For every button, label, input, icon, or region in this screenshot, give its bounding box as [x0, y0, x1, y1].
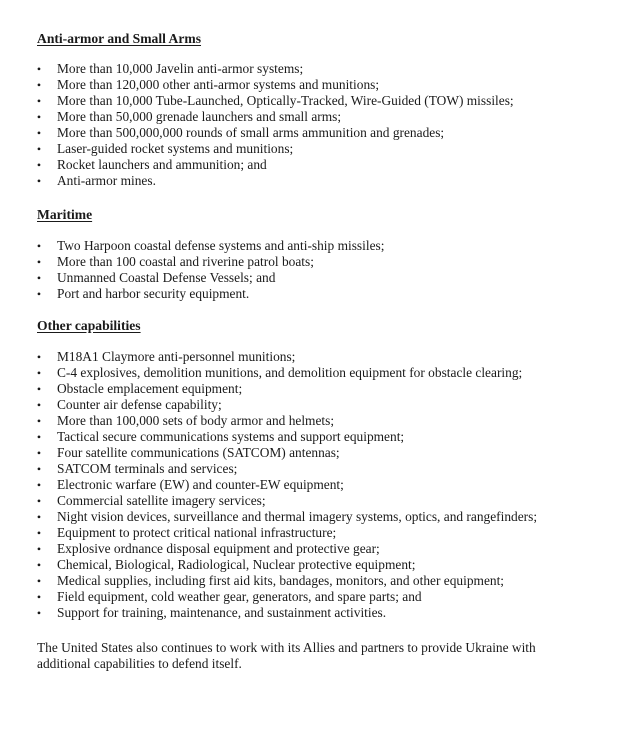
list-item-text: More than 500,000,000 rounds of small arms ammunition and grenades; — [57, 125, 445, 140]
bullet-icon: • — [36, 382, 42, 396]
list-item-text: More than 10,000 Tube-Launched, Optically-Tracked, Wire-Guided (TOW) missiles; — [57, 93, 514, 108]
list-item — [37, 365, 612, 381]
bullet-icon: • — [36, 126, 42, 140]
list-item-text: Chemical, Biological, Radiological, Nuclear protective equipment; — [57, 557, 416, 572]
section-anti-armor — [37, 31, 612, 189]
bullet-icon: • — [36, 94, 42, 108]
bullet-icon: • — [36, 494, 42, 508]
section-maritime — [37, 207, 612, 302]
bullet-icon: • — [36, 398, 42, 412]
bullet-icon: • — [36, 430, 42, 444]
list-item-text: Counter air defense capability; — [57, 397, 222, 412]
list-item-text: Electronic warfare (EW) and counter-EW equipment; — [57, 477, 344, 492]
bullet-icon: • — [36, 478, 42, 492]
list-item — [37, 445, 612, 461]
list-item-text: Medical supplies, including first aid kits, bandages, monitors, and other equipment; — [57, 573, 505, 588]
list-item — [37, 461, 612, 477]
closing-paragraph: The United States also continues to work with its Allies and partners to provide Ukraine with additional capabilities to defend itself. — [37, 640, 536, 671]
list-item — [37, 93, 612, 109]
bullet-icon: • — [36, 78, 42, 92]
list-item — [37, 493, 612, 509]
list-item — [37, 270, 612, 286]
list-item — [37, 141, 612, 157]
list-item-text: Commercial satellite imagery services; — [57, 493, 266, 508]
list-item-text: SATCOM terminals and services; — [57, 461, 238, 476]
bullet-icon: • — [36, 574, 42, 588]
list-item — [37, 397, 612, 413]
bullet-icon: • — [36, 158, 42, 172]
list-item-text: Four satellite communications (SATCOM) antennas; — [57, 445, 340, 460]
list-item-text: More than 100 coastal and riverine patrol boats; — [57, 254, 314, 269]
list-item-text: Two Harpoon coastal defense systems and anti-ship missiles; — [57, 238, 385, 253]
list-item-text: Port and harbor security equipment. — [57, 286, 250, 301]
list-item-text: Anti-armor mines. — [57, 173, 156, 188]
list-item — [37, 573, 612, 589]
list-item — [37, 349, 612, 365]
bullet-list-maritime — [37, 238, 612, 302]
list-item — [37, 173, 612, 189]
bullet-icon: • — [36, 174, 42, 188]
list-item — [37, 286, 612, 302]
list-item-text: Equipment to protect critical national infrastructure; — [57, 525, 337, 540]
list-item — [37, 589, 612, 605]
list-item-text: Laser-guided rocket systems and munitions; — [57, 141, 294, 156]
list-item-text: Explosive ordnance disposal equipment and protective gear; — [57, 541, 380, 556]
list-item-text: More than 50,000 grenade launchers and small arms; — [57, 109, 342, 124]
bullet-icon: • — [36, 255, 42, 269]
bullet-icon: • — [36, 526, 42, 540]
list-item — [37, 557, 612, 573]
list-item — [37, 413, 612, 429]
section-heading-maritime: Maritime — [37, 207, 93, 222]
list-item-text: Unmanned Coastal Defense Vessels; and — [57, 270, 276, 285]
bullet-icon: • — [36, 366, 42, 380]
bullet-icon: • — [36, 462, 42, 476]
list-item — [37, 509, 612, 525]
bullet-icon: • — [36, 558, 42, 572]
bullet-icon: • — [36, 239, 42, 253]
list-item-text: Tactical secure communications systems and support equipment; — [57, 429, 405, 444]
section-other-capabilities — [37, 318, 612, 621]
list-item — [37, 605, 612, 621]
list-item — [37, 61, 612, 77]
bullet-icon: • — [36, 446, 42, 460]
section-heading-other-capabilities: Other capabilities — [37, 318, 141, 333]
list-item-text: More than 100,000 sets of body armor and helmets; — [57, 413, 335, 428]
list-item-text: C-4 explosives, demolition munitions, and demolition equipment for obstacle clearing; — [57, 365, 523, 380]
list-item-text: More than 120,000 other anti-armor systems and munitions; — [57, 77, 380, 92]
bullet-icon: • — [36, 606, 42, 620]
bullet-icon: • — [36, 271, 42, 285]
list-item — [37, 381, 612, 397]
list-item — [37, 77, 612, 93]
list-item-text: Support for training, maintenance, and sustainment activities. — [57, 605, 387, 620]
list-item-text: Night vision devices, surveillance and thermal imagery systems, optics, and rangefinders; — [57, 509, 538, 524]
bullet-icon: • — [36, 142, 42, 156]
list-item — [37, 157, 612, 173]
list-item — [37, 525, 612, 541]
list-item — [37, 429, 612, 445]
bullet-icon: • — [36, 542, 42, 556]
section-heading-anti-armor: Anti-armor and Small Arms — [37, 31, 202, 46]
list-item — [37, 125, 612, 141]
list-item — [37, 477, 612, 493]
bullet-list-other-capabilities — [37, 349, 612, 621]
bullet-icon: • — [36, 350, 42, 364]
bullet-icon: • — [36, 62, 42, 76]
bullet-list-anti-armor — [37, 61, 612, 189]
bullet-icon: • — [36, 590, 42, 604]
bullet-icon: • — [36, 110, 42, 124]
bullet-icon: • — [36, 510, 42, 524]
bullet-icon: • — [36, 414, 42, 428]
list-item-text: Field equipment, cold weather gear, generators, and spare parts; and — [57, 589, 422, 604]
list-item-text: More than 10,000 Javelin anti-armor systems; — [57, 61, 304, 76]
list-item-text: Rocket launchers and ammunition; and — [57, 157, 267, 172]
list-item — [37, 109, 612, 125]
list-item-text: Obstacle emplacement equipment; — [57, 381, 243, 396]
list-item — [37, 254, 612, 270]
list-item — [37, 541, 612, 557]
list-item-text: M18A1 Claymore anti-personnel munitions; — [57, 349, 296, 364]
list-item — [37, 238, 612, 254]
bullet-icon: • — [36, 287, 42, 301]
